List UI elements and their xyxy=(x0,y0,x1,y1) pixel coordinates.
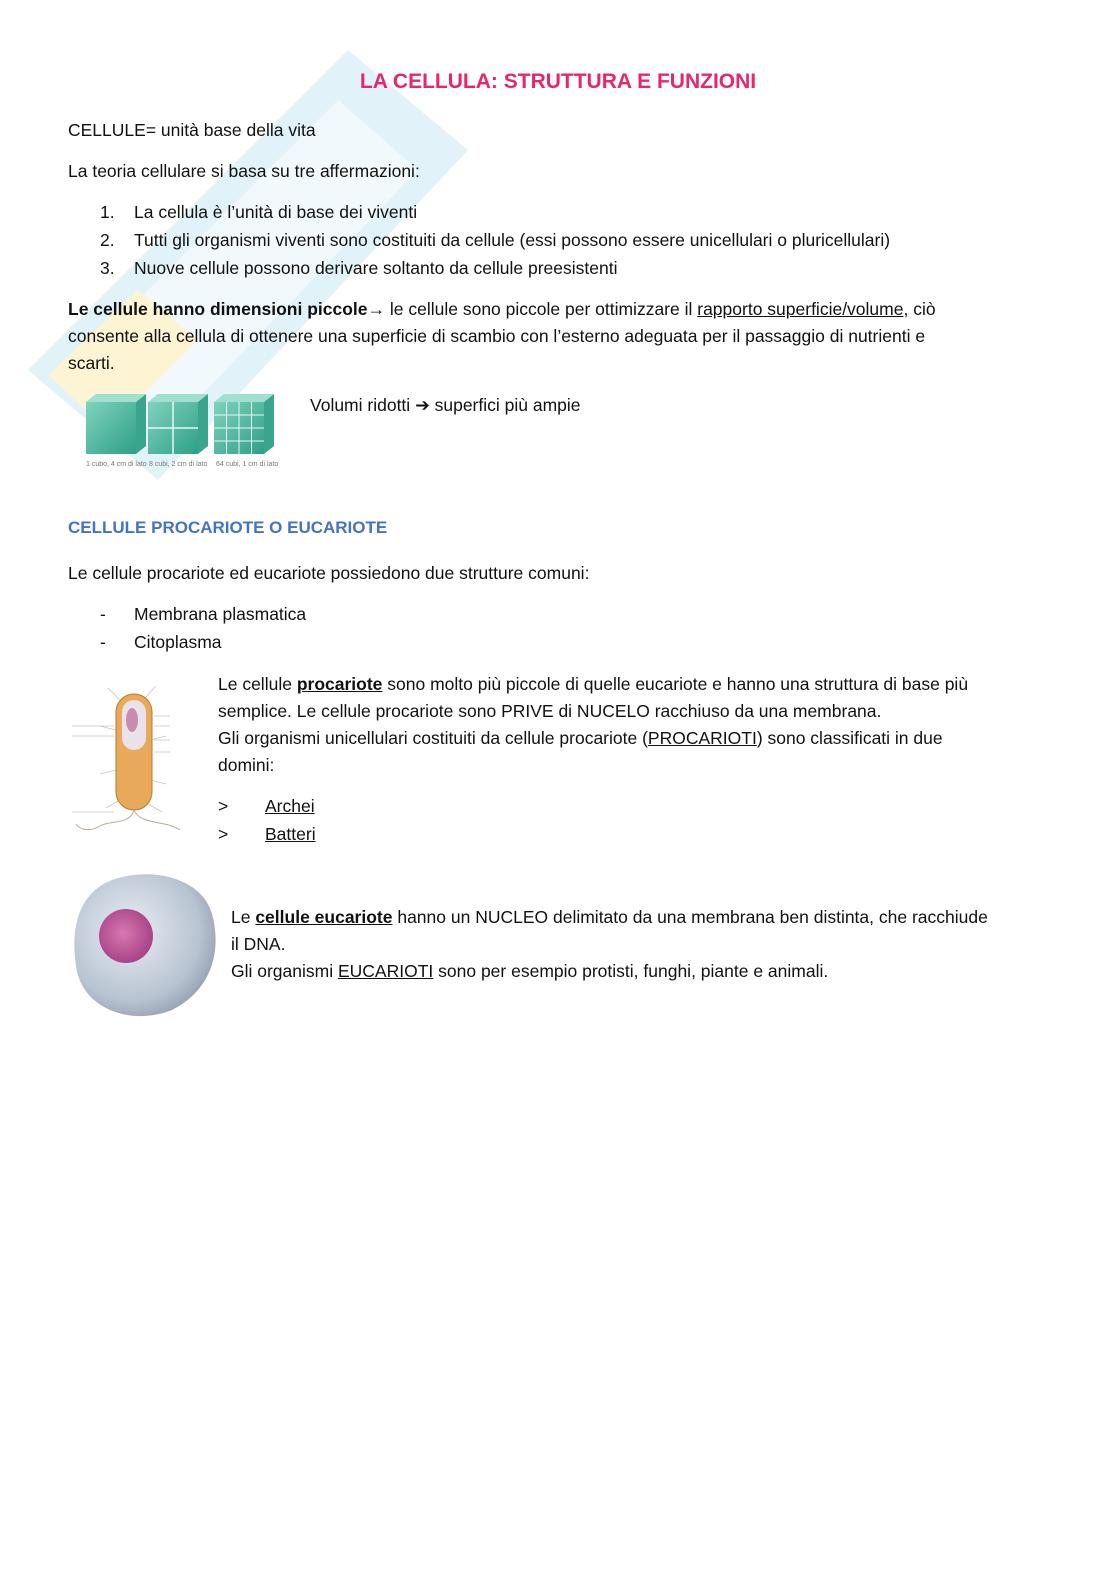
cube-label: 64 cubi, 1 cm di lato xyxy=(216,461,278,468)
prokaryote-paragraph: Le cellule procariote sono molto più piccole di quelle eucariote e hanno una struttura di base più semplice. Le cellule procariote sono PRIVE di NUCELO racchiuso da una membrana. Gli organismi unicellulari costituiti da cellule procariote (PROCARIOTI) sono classificati in due domini: xyxy=(218,674,969,775)
definition: CELLULE= unità base della vita xyxy=(68,120,316,140)
common-intro: Le cellule procariote ed eucariote possiedono due strutture comuni: xyxy=(68,563,590,583)
common-list xyxy=(100,600,306,656)
list-item: > Batteri xyxy=(218,824,316,844)
list-item: 2. Tutti gli organismi viventi sono costituiti da cellule (essi possono essere unicellulari o pluricellulari) xyxy=(100,230,891,250)
ratio-link: rapporto superficie/volume xyxy=(697,299,904,319)
section-title: CELLULE PROCARIOTE O EUCARIOTE xyxy=(68,518,388,537)
cube-label: 8 cubi, 2 cm di lato xyxy=(149,461,208,468)
list-item: - Membrana plasmatica xyxy=(100,604,307,624)
domain-list xyxy=(218,792,316,848)
cubes-caption: Volumi ridotti ➔ superfici più ampie xyxy=(310,395,581,415)
cubes-illustration xyxy=(82,392,278,472)
page-title: LA CELLULA: STRUTTURA E FUNZIONI xyxy=(359,70,757,93)
cube-label: 1 cubo, 4 cm di lato xyxy=(86,461,147,468)
eukaryote-paragraph: Le cellule eucariote hanno un NUCLEO delimitato da una membrana ben distinta, che racchiude il DNA. Gli organismi EUCARIOTI sono per esempio protisti, funghi, piante e animali. xyxy=(231,907,988,981)
arrow-right-icon: ➔ xyxy=(415,395,430,415)
list-item: 1. La cellula è l’unità di base dei viventi xyxy=(100,202,418,222)
prokaryote-illustration xyxy=(70,680,200,835)
theory-list xyxy=(100,198,890,282)
list-item: > Archei xyxy=(218,796,315,816)
theory-intro: La teoria cellulare si basa su tre affermazioni: xyxy=(68,161,420,181)
list-item: 3. Nuove cellule possono derivare soltanto da cellule preesistenti xyxy=(100,258,618,278)
list-item: - Citoplasma xyxy=(100,632,222,652)
size-paragraph: Le cellule hanno dimensioni piccole→ le cellule sono piccole per ottimizzare il rapporto superficie/volume, ciò consente alla cellula di ottenere una superficie di scambio con l’esterno adeguata per il passaggio di nutrienti e scarti. xyxy=(68,299,936,373)
eukaryote-illustration xyxy=(72,870,218,1020)
